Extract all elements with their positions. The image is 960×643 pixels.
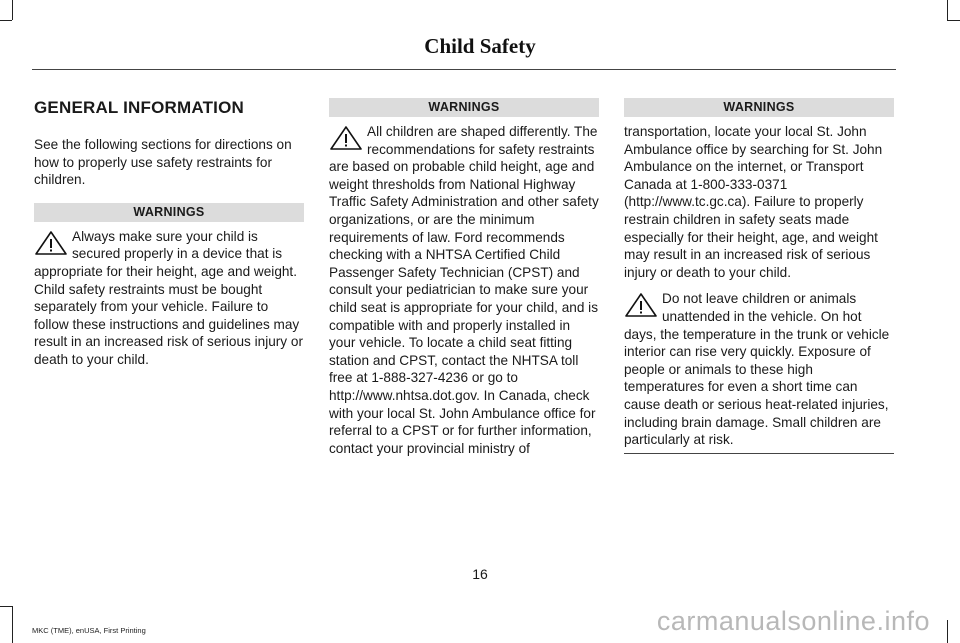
crop-mark — [947, 20, 960, 21]
warning-triangle-icon — [34, 230, 68, 256]
warning-text: Do not leave children or animals unattended in the vehicle. On hot days, the temperature in the trunk or vehicle interior can rise very quickly. Exposure of people or animals to these high temperatures for even a short time can cause death or serious heat-related injuries, including brain damage. Small children are particularly at risk. — [624, 291, 890, 448]
warning-text: All children are shaped differently. The recommendations for safety restraints are based on probable child height, age and weight thresholds from National Highway Traffic Safety Administration and other safety organizations, or are the minimum requirements of law. Ford recommends checking with a NHTSA Certified Child Passenger Safety Technician (CPST) and consult your pediatrician to make sure your child seat is appropriate for your child, and is compatible with and properly installed in your vehicle. To locate a child seat fitting station and CPST, contact the NHTSA toll free at 1-888-327-4236 or go to http://www.nhtsa.dot.gov. In Canada, check with your local St. John Ambulance office for referral to a CPST or for further information, contact your provincial ministry of — [329, 124, 599, 456]
watermark: carmanualsonline.info — [656, 606, 930, 636]
page-number: 16 — [472, 566, 488, 582]
warnings-end-divider — [624, 453, 894, 454]
page-title: Child Safety — [424, 34, 536, 58]
crop-mark — [0, 20, 12, 21]
left-column — [34, 98, 304, 369]
footer-text: MKC (TME), enUSA, First Printing — [32, 626, 146, 635]
warning-triangle-icon — [329, 125, 363, 151]
warnings-label: WARNINGS — [34, 203, 304, 222]
warning-text: Always make sure your child is secured properly in a device that is appropriate for their height, age and weight. Child safety restraints must be bought separately from your vehicle. Failure to follow these instructions and guidelines may result in an increased risk of serious injury or death to your child. — [34, 228, 303, 367]
warning-block — [34, 228, 304, 369]
crop-mark — [12, 0, 13, 20]
warnings-label: WARNINGS — [329, 98, 599, 117]
crop-mark — [12, 606, 13, 643]
crop-mark — [0, 606, 12, 607]
intro-paragraph: See the following sections for directions on how to properly use safety restraints for children. — [34, 137, 292, 188]
warning-block — [329, 123, 599, 457]
right-column — [624, 98, 894, 454]
warning-block — [624, 290, 894, 448]
warnings-label: WARNINGS — [624, 98, 894, 117]
middle-column — [329, 98, 599, 457]
section-heading: GENERAL INFORMATION — [34, 98, 244, 117]
crop-mark — [947, 620, 948, 643]
header-divider — [32, 69, 896, 70]
warning-triangle-icon — [624, 292, 658, 318]
crop-mark — [947, 0, 948, 20]
continued-warning-text: transportation, locate your local St. John Ambulance office by searching for St. John Ambulance on the internet, or Transport Canada at 1-800-333-0371 (http://www.tc.gc.ca). Failure to properly restrain children in safety seats made especially for their height, age, and weight may result in an increased risk of serious injury or death to your child. — [624, 124, 883, 280]
